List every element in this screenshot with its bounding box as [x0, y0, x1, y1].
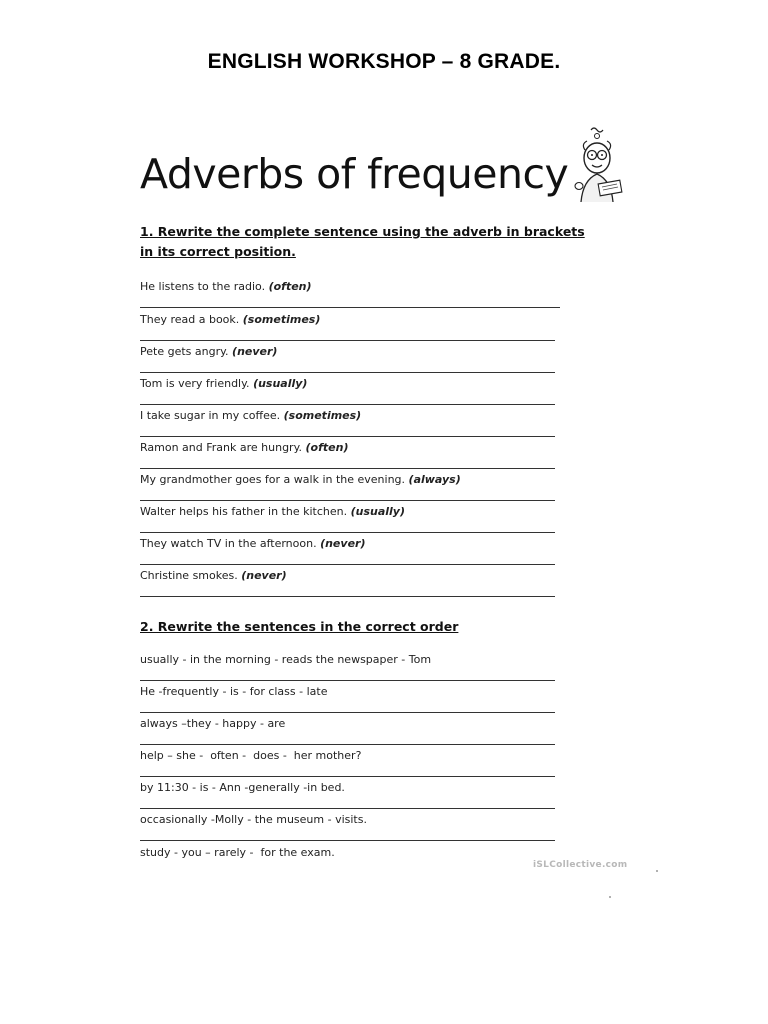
exercise-1-item	[140, 313, 320, 326]
section-2-heading: 2. Rewrite the sentences in the correct order	[140, 619, 459, 634]
answer-line[interactable]	[140, 340, 555, 341]
exercise-2-item: study - you – rarely - for the exam.	[140, 846, 335, 859]
adverb-hint: (never)	[320, 537, 366, 550]
exercise-1-item	[140, 377, 307, 390]
exercise-2-item: by 11:30 - is - Ann -generally -in bed.	[140, 781, 345, 794]
adverb-hint: (often)	[305, 441, 349, 454]
adverb-hint: (sometimes)	[242, 313, 321, 326]
exercise-1-item	[140, 441, 348, 454]
answer-line[interactable]	[140, 532, 555, 533]
sentence: Walter helps his father in the kitchen.	[140, 505, 348, 518]
exercise-2-item: usually - in the morning - reads the newspaper - Tom	[140, 653, 432, 666]
sentence: Pete gets angry.	[140, 345, 229, 358]
exercise-1-item	[140, 569, 287, 582]
stray-dot	[656, 870, 658, 872]
worksheet-title: Adverbs of frequency	[140, 150, 569, 198]
sentence: I take sugar in my coffee.	[140, 409, 281, 422]
sentence: He listens to the radio.	[140, 280, 266, 293]
answer-line[interactable]	[140, 680, 555, 681]
answer-line[interactable]	[140, 468, 555, 469]
adverb-hint: (often)	[268, 280, 312, 293]
exercise-1-item	[140, 409, 361, 422]
answer-line[interactable]	[140, 744, 555, 745]
page-header: ENGLISH WORKSHOP – 8 GRADE.	[207, 50, 561, 73]
adverb-hint: (usually)	[350, 505, 405, 518]
exercise-1-item	[140, 345, 277, 358]
teacher-cartoon-icon	[567, 124, 627, 204]
exercise-2-item: always –they - happy - are	[140, 717, 286, 730]
sentence: Ramon and Frank are hungry.	[140, 441, 303, 454]
answer-line[interactable]	[140, 564, 555, 565]
exercise-1-item	[140, 473, 461, 486]
answer-line[interactable]	[140, 776, 555, 777]
exercise-2-item: He -frequently - is - for class - late	[140, 685, 328, 698]
adverb-hint: (usually)	[253, 377, 308, 390]
adverb-hint: (never)	[232, 345, 278, 358]
adverb-hint: (always)	[408, 473, 461, 486]
answer-line[interactable]	[140, 596, 555, 597]
sentence: They read a book.	[140, 313, 240, 326]
sentence: Christine smokes.	[140, 569, 238, 582]
exercise-1-item	[140, 505, 405, 518]
section-1-heading: 1. Rewrite the complete sentence using the adverb in brackets in its correct position.	[140, 224, 585, 259]
stray-dot	[609, 896, 611, 898]
exercise-1-item	[140, 537, 365, 550]
answer-line[interactable]	[140, 404, 555, 405]
answer-line[interactable]	[140, 500, 555, 501]
sentence: They watch TV in the afternoon.	[140, 537, 317, 550]
answer-line[interactable]	[140, 712, 555, 713]
exercise-1-item	[140, 280, 312, 293]
sentence: Tom is very friendly.	[140, 377, 250, 390]
adverb-hint: (never)	[241, 569, 287, 582]
answer-line[interactable]	[140, 307, 560, 308]
answer-line[interactable]	[140, 436, 555, 437]
answer-line[interactable]	[140, 808, 555, 809]
watermark: iSLCollective.com	[533, 860, 628, 870]
answer-line[interactable]	[140, 840, 555, 841]
exercise-2-item: occasionally -Molly - the museum - visits.	[140, 813, 367, 826]
answer-line[interactable]	[140, 372, 555, 373]
exercise-2-item: help – she - often - does - her mother?	[140, 749, 362, 762]
adverb-hint: (sometimes)	[283, 409, 362, 422]
sentence: My grandmother goes for a walk in the evening.	[140, 473, 406, 486]
